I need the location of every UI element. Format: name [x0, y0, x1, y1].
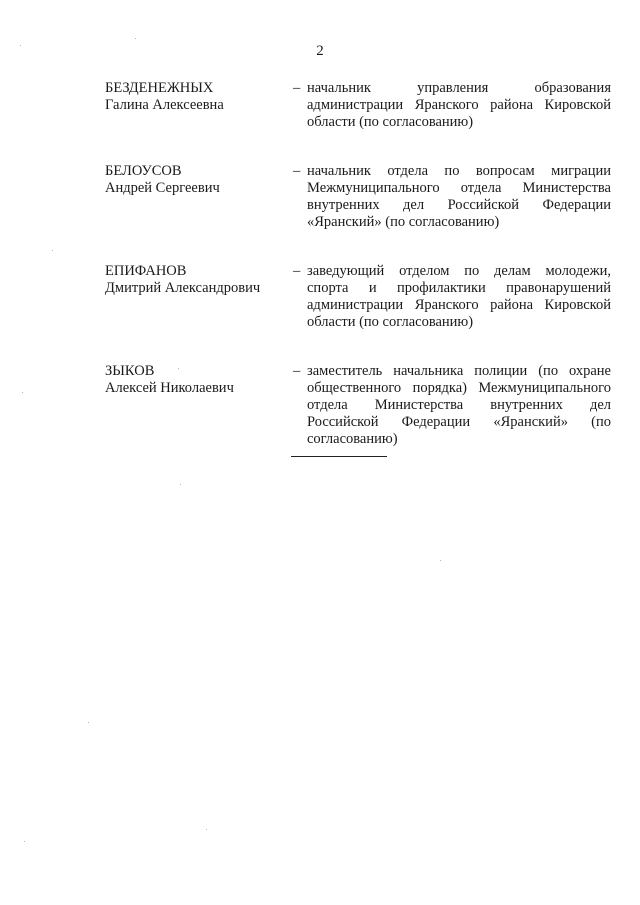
scan-speck	[88, 722, 89, 723]
member-given-names: Андрей Сергеевич	[105, 180, 220, 196]
dash-separator: –	[293, 263, 301, 279]
closing-rule	[291, 456, 387, 457]
member-surname: ЗЫКОВ	[105, 363, 155, 379]
member-description: заведующий отделом по делам молодежи, спорта и профилактики правонарушений администрации Яранского района Кировской области (по согласованию)	[307, 263, 611, 330]
member-name	[105, 80, 293, 114]
member-surname: БЕЗДЕНЕЖНЫХ	[105, 80, 214, 96]
member-description: начальник отдела по вопросам миграции Межмуниципального отдела Министерства внутренних дел Российской Федерации «Яранский» (по согласованию)	[307, 163, 611, 230]
scan-speck	[20, 45, 21, 46]
page-number: 2	[316, 43, 324, 59]
member-given-names: Дмитрий Александрович	[105, 280, 261, 296]
member-duty	[293, 163, 611, 231]
member-duty	[293, 80, 611, 131]
scan-speck	[178, 368, 179, 369]
scan-speck	[22, 392, 23, 393]
scan-speck	[440, 560, 441, 561]
dash-separator: –	[293, 363, 301, 379]
member-entry	[105, 263, 610, 331]
member-duty	[293, 263, 611, 331]
scan-speck	[206, 829, 207, 830]
scan-speck	[180, 484, 181, 485]
scan-speck	[52, 250, 53, 251]
member-description: начальник управления образования администрации Яранского района Кировской области (по согласованию)	[307, 80, 611, 130]
dash-separator: –	[293, 80, 301, 96]
member-name	[105, 163, 293, 197]
member-name	[105, 363, 293, 397]
member-entry	[105, 80, 610, 131]
member-given-names: Галина Алексеевна	[105, 97, 224, 113]
member-name	[105, 263, 293, 297]
member-description: заместитель начальника полиции (по охране общественного порядка) Межмуниципального отдела Министерства внутренних дел Российской Федерации «Яранский» (по согласованию)	[307, 363, 611, 447]
member-given-names: Алексей Николаевич	[105, 380, 234, 396]
member-duty	[293, 363, 611, 448]
member-list	[105, 80, 610, 480]
member-surname: ЕПИФАНОВ	[105, 263, 187, 279]
member-surname: БЕЛОУСОВ	[105, 163, 182, 179]
scan-speck	[24, 841, 25, 842]
member-entry	[105, 363, 610, 448]
dash-separator: –	[293, 163, 301, 179]
scan-speck	[135, 38, 136, 39]
member-entry	[105, 163, 610, 231]
